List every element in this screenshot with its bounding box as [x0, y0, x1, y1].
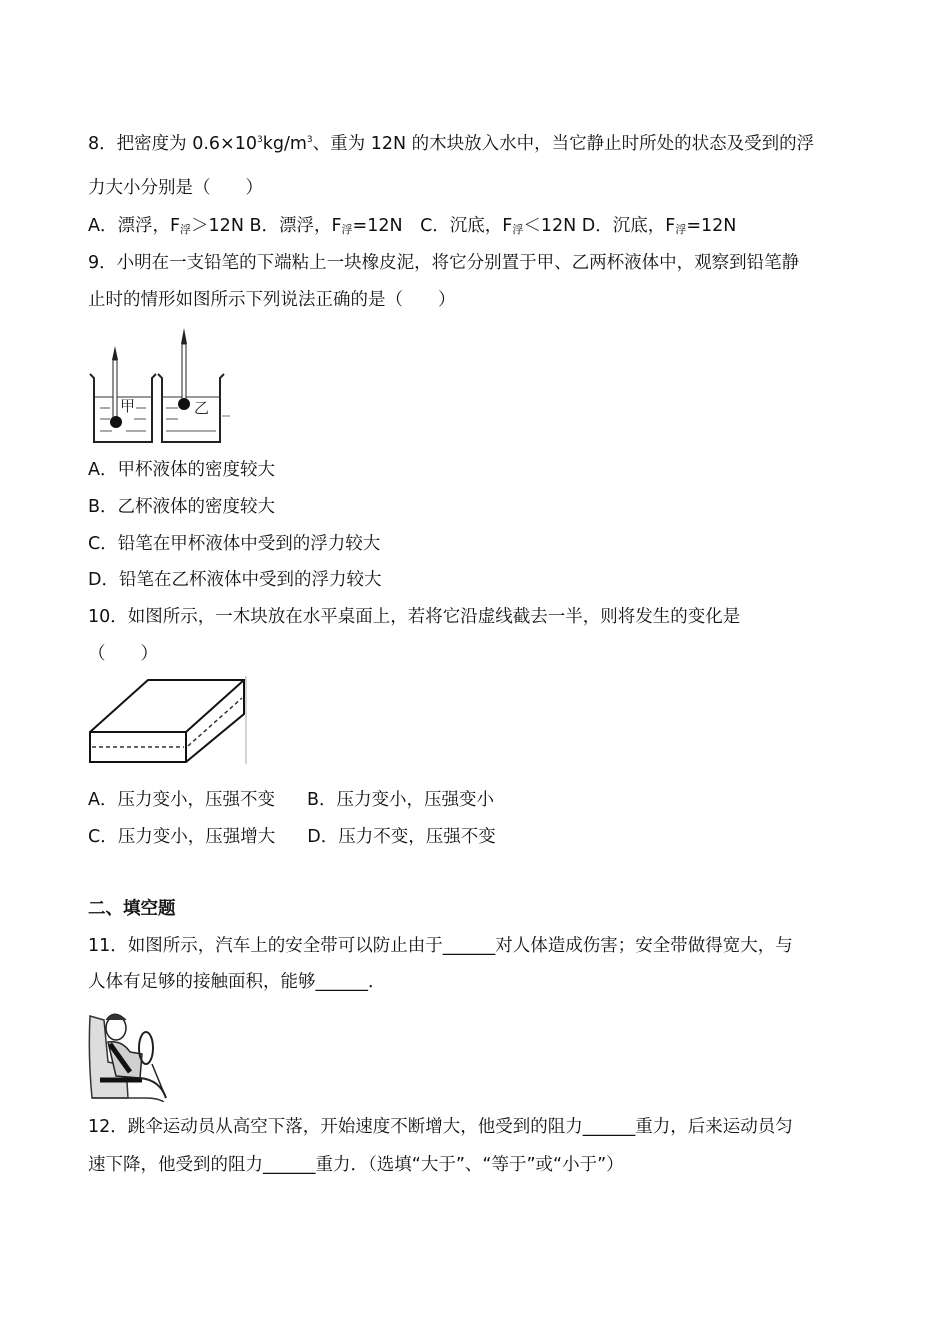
- beaker-label-jia: 甲: [120, 397, 136, 415]
- subscript: 浮: [341, 223, 353, 236]
- q8-options: [88, 214, 736, 242]
- q10-option-a: A．压力变小，压强不变: [88, 790, 275, 810]
- seatbelt-figure: [86, 1006, 172, 1102]
- beaker-jia: [90, 346, 156, 442]
- q8-option-d: ＜12N D．沉底，F: [523, 216, 676, 236]
- q9-stem-line1: 9．小明在一支铅笔的下端粘上一块橡皮泥，将它分别置于甲、乙两杯液体中，观察到铅笔静: [88, 253, 800, 273]
- q9-option-a: A．甲杯液体的密度较大: [88, 460, 275, 480]
- q8-stem-line1: [88, 128, 814, 156]
- q8-text-b: 10: [234, 134, 257, 154]
- q10-option-c: C．压力变小，压强增大: [88, 827, 276, 847]
- q8-option-b: ＞12N B．漂浮，F: [191, 216, 342, 236]
- q8-unit: kg/m: [262, 134, 307, 154]
- wood-block-figure: [86, 676, 248, 764]
- q9-option-d: D．铅笔在乙杯液体中受到的浮力较大: [88, 570, 382, 590]
- q10-stem-line2: （ ）: [88, 644, 158, 664]
- q12-stem-line2: 速下降，他受到的阻力______重力．（选填“大于”、“等于”或“小于”）: [88, 1155, 624, 1175]
- times-sign: ×: [220, 134, 235, 154]
- q9-option-b: B．乙杯液体的密度较大: [88, 497, 276, 517]
- q9-stem-line2: 止时的情形如图所示下列说法正确的是（ ）: [88, 290, 456, 310]
- q10-stem-line1: 10．如图所示，一木块放在水平桌面上，若将它沿虚线截去一半，则将发生的变化是: [88, 607, 741, 627]
- beaker-yi: [158, 328, 230, 442]
- q8-option-tail: =12N: [686, 216, 737, 236]
- beakers-figure: [86, 322, 232, 446]
- q8-text-d: 、重为 12N 的木块放入水中，当它静止时所处的状态及受到的浮: [312, 134, 815, 154]
- exponent: 3: [306, 135, 313, 145]
- q11-stem-line1: 11．如图所示，汽车上的安全带可以防止由于______对人体造成伤害；安全带做得宽大，与: [88, 936, 793, 956]
- q10-option-d: D．压力不变，压强不变: [307, 827, 496, 847]
- exponent: 3: [256, 135, 263, 145]
- subscript: 浮: [675, 223, 687, 236]
- section-heading: 二、填空题: [88, 899, 176, 919]
- q10-option-b: B．压力变小，压强变小: [306, 790, 494, 810]
- q12-stem-line1: 12．跳伞运动员从高空下落，开始速度不断增大，他受到的阻力______重力，后来运动员匀: [88, 1117, 793, 1137]
- q8-text-a: 8．把密度为 0.6: [88, 134, 221, 154]
- q8-option-c: =12N C．沉底，F: [352, 216, 513, 236]
- q10-options-row2: [88, 825, 496, 849]
- q10-options-row1: [88, 788, 494, 812]
- subscript: 浮: [512, 223, 524, 236]
- beaker-label-yi: 乙: [194, 399, 210, 417]
- q9-option-c: C．铅笔在甲杯液体中受到的浮力较大: [88, 534, 381, 554]
- subscript: 浮: [180, 223, 192, 236]
- q8-stem-line2: 力大小分别是（ ）: [88, 178, 263, 198]
- q11-stem-line2: 人体有足够的接触面积，能够______．: [88, 972, 386, 992]
- q8-option-a: A．漂浮，F: [88, 216, 181, 236]
